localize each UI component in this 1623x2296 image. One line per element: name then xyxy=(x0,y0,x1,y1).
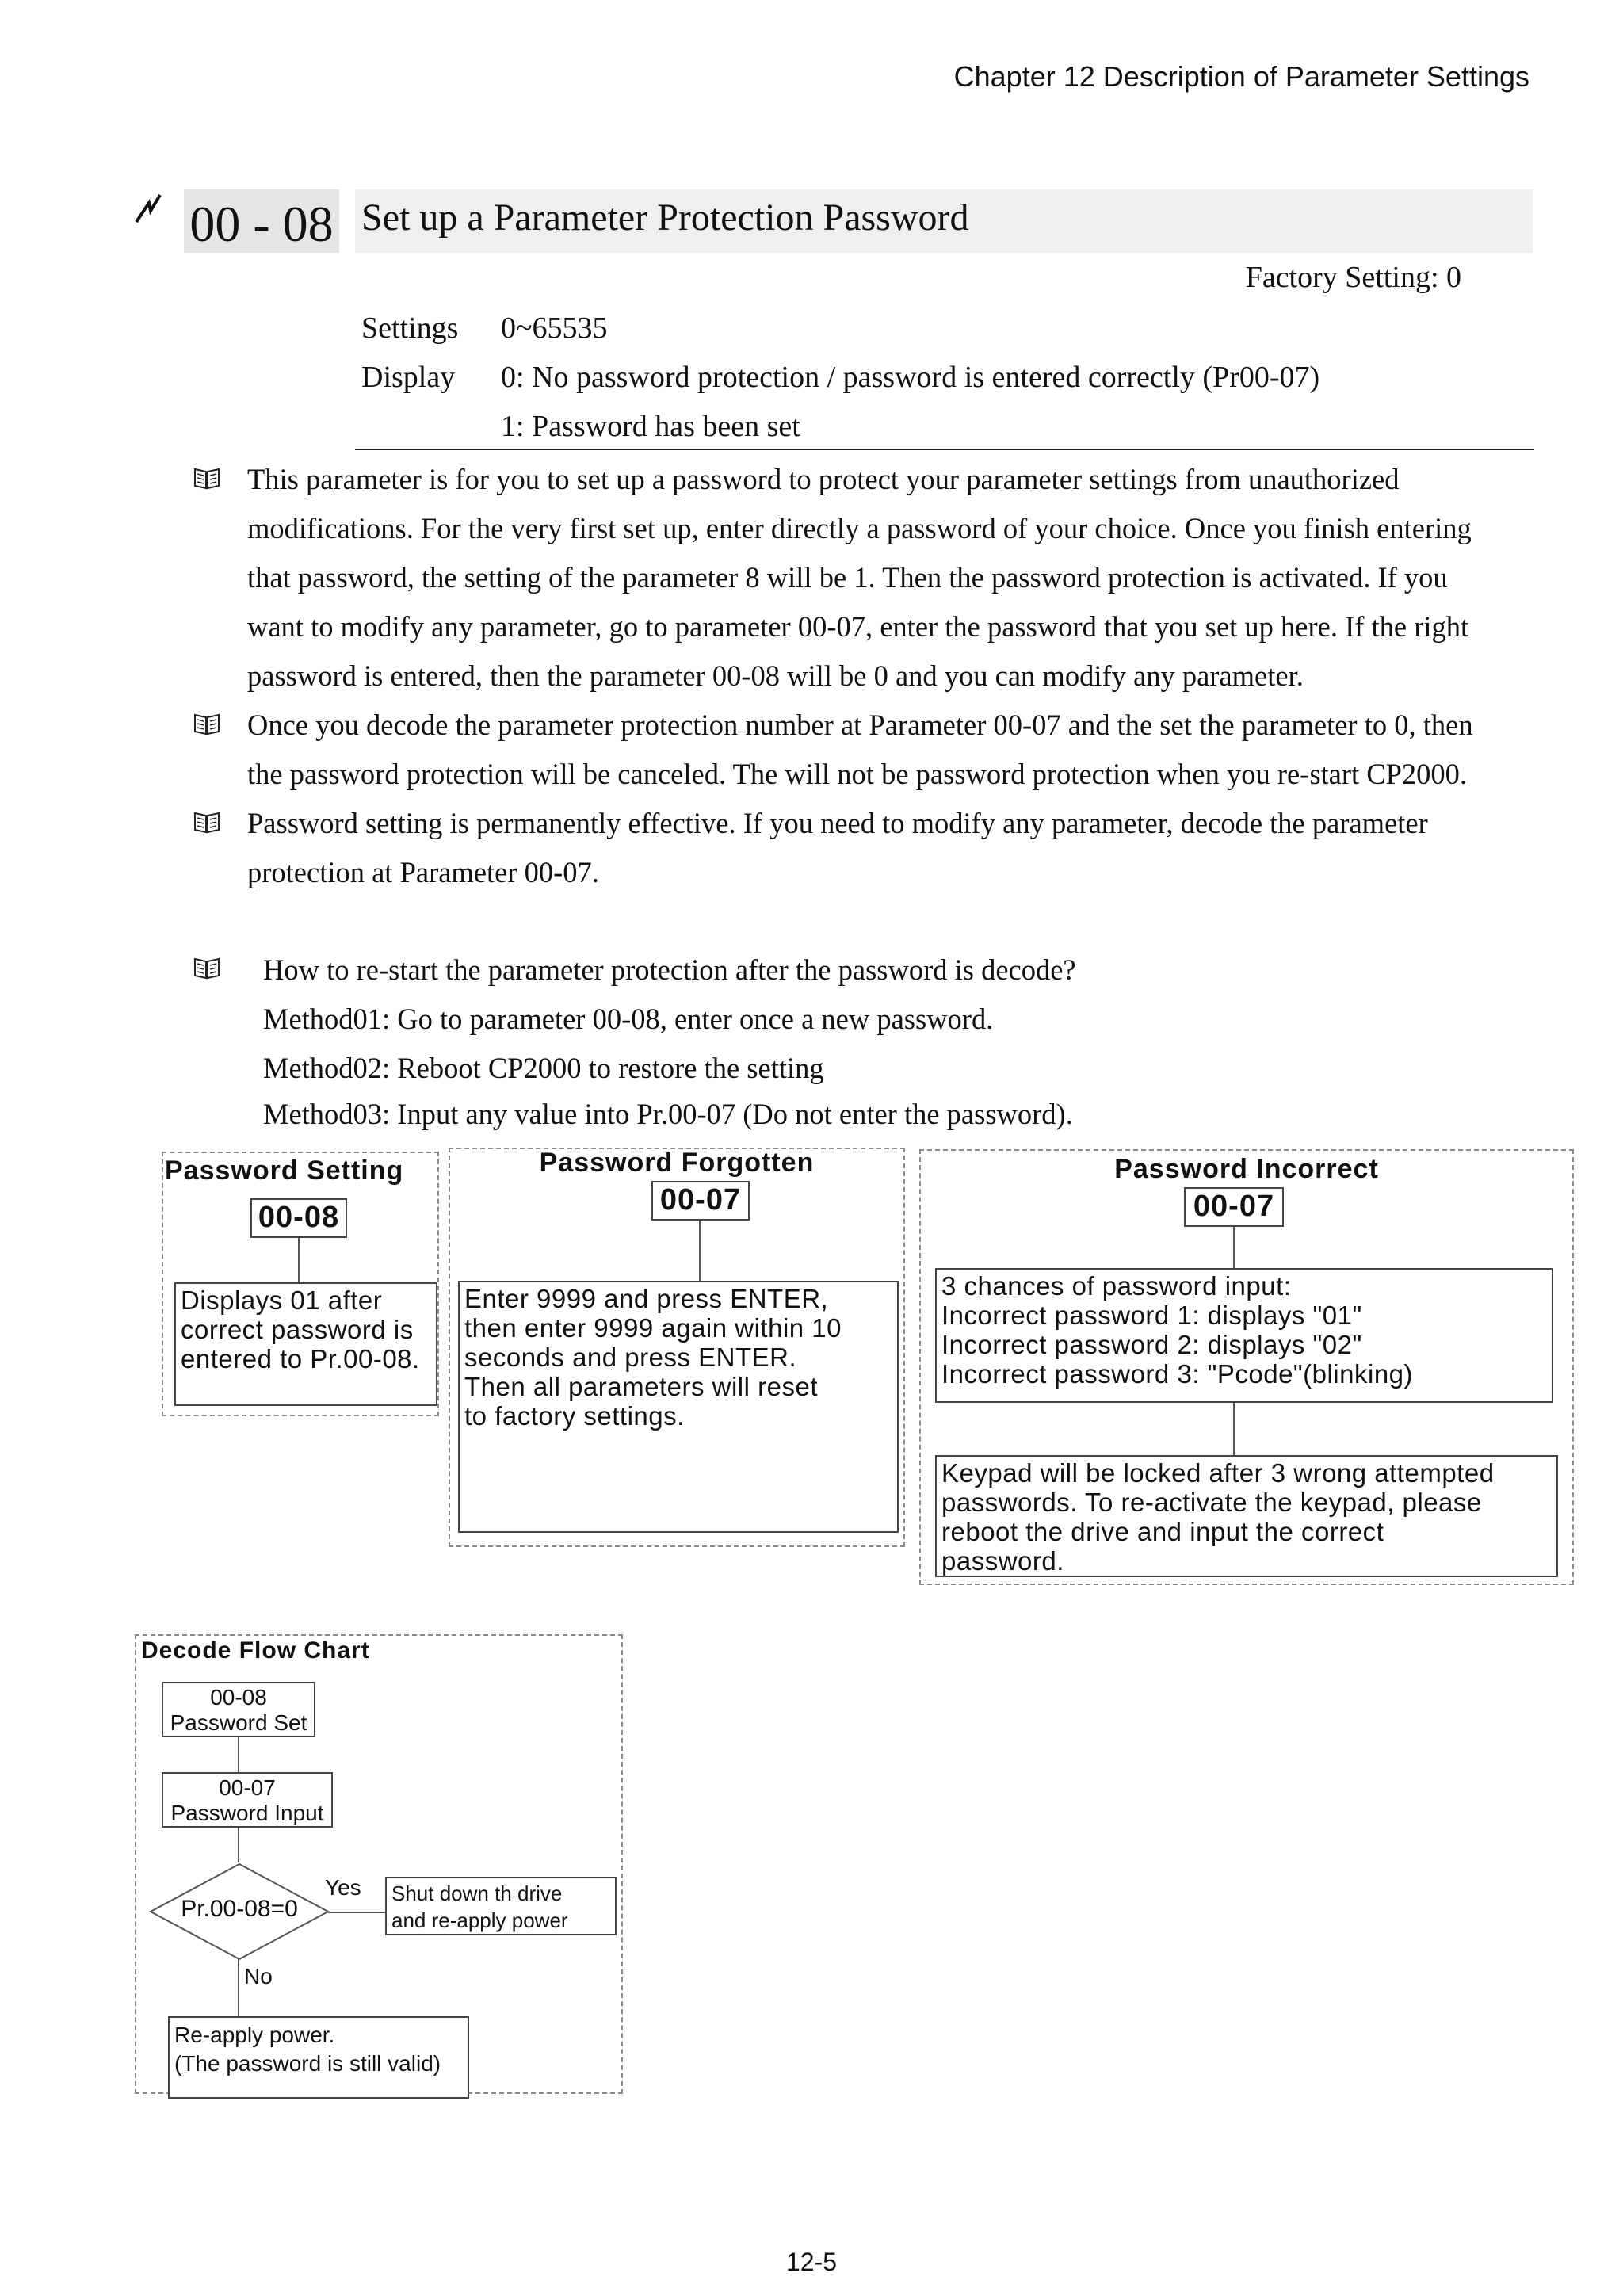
parameter-code: 00 - 08 xyxy=(189,196,334,252)
display-value-0: 0: No password protection / password is entered correctly (Pr00-07) xyxy=(501,361,1320,394)
text-line: reboot the drive and input the correct xyxy=(941,1517,1384,1546)
text-line: Incorrect password 3: "Pcode"(blinking) xyxy=(941,1359,1414,1389)
connector-line xyxy=(1233,1227,1235,1268)
connector-line xyxy=(699,1221,701,1281)
chapter-header: Chapter 12 Description of Parameter Settings xyxy=(953,60,1529,93)
text-line: to factory settings. xyxy=(464,1401,685,1431)
settings-label: Settings xyxy=(361,311,459,345)
password-setting-code: 00-08 xyxy=(250,1198,347,1238)
connector-line xyxy=(238,1737,239,1772)
settings-divider xyxy=(355,449,1534,450)
flowchart-step-password-set xyxy=(162,1682,315,1737)
text-line: Incorrect password 2: displays "02" xyxy=(941,1330,1362,1359)
text-line: Incorrect password 1: displays "01" xyxy=(941,1301,1362,1330)
password-forgotten-title: Password Forgotten xyxy=(539,1148,815,1178)
restart-question: How to re-start the parameter protection after the password is decode? xyxy=(263,953,1076,986)
flowchart-no-action xyxy=(168,2016,469,2099)
text-line: 00-08 xyxy=(210,1685,267,1710)
bullet-line: password is entered, then the parameter 00-08 will be 0 and you can modify any parameter. xyxy=(247,659,1304,692)
bullet-line: that password, the setting of the parameter 8 will be 1. Then the password protection is activated. If you xyxy=(247,561,1448,594)
text-line: Enter 9999 and press ENTER, xyxy=(464,1284,829,1313)
bullet-line: protection at Parameter 00-07. xyxy=(247,856,599,888)
bullet-paragraph-2 xyxy=(247,701,1623,799)
password-setting-title: Password Setting xyxy=(165,1156,404,1186)
bullet-paragraph-3 xyxy=(247,799,1623,897)
display-value-1: 1: Password has been set xyxy=(501,410,800,443)
text-line: Keypad will be locked after 3 wrong attempted xyxy=(941,1458,1495,1488)
connector-line xyxy=(328,1912,385,1913)
book-icon xyxy=(193,466,220,490)
bullet-line: Once you decode the parameter protection number at Parameter 00-07 and the set the parameter to 0, then xyxy=(247,709,1473,741)
connector-line xyxy=(238,1828,239,1862)
text-line: Password Set xyxy=(170,1710,307,1735)
flowchart-yes-action xyxy=(385,1877,617,1935)
text-line: Displays 01 after xyxy=(181,1286,383,1315)
bullet-line: This parameter is for you to set up a password to protect your parameter settings from unauthorized xyxy=(247,463,1400,495)
book-icon xyxy=(193,810,220,834)
flowchart-title: Decode Flow Chart xyxy=(141,1637,370,1664)
bullet-line: modifications. For the very first set up, enter directly a password of your choice. Once you finish entering xyxy=(247,512,1472,544)
text-line: 3 chances of password input: xyxy=(941,1271,1292,1301)
bullet-paragraph-1 xyxy=(247,455,1623,701)
text-line: password. xyxy=(941,1546,1064,1576)
settings-value: 0~65535 xyxy=(501,311,608,345)
password-incorrect-code: 00-07 xyxy=(1184,1187,1284,1227)
password-forgotten-description xyxy=(458,1281,899,1533)
connector-line xyxy=(1233,1403,1235,1455)
factory-setting: Factory Setting: 0 xyxy=(1245,261,1461,294)
password-incorrect-title: Password Incorrect xyxy=(1114,1154,1379,1184)
bullet-line: want to modify any parameter, go to parameter 00-07, enter the password that you set up here. If the right xyxy=(247,610,1469,643)
restart-method-2: Method02: Reboot CP2000 to restore the setting xyxy=(263,1052,824,1084)
text-line: 00-07 xyxy=(219,1775,276,1800)
text-line: then enter 9999 again within 10 xyxy=(464,1313,842,1343)
connector-line xyxy=(298,1238,300,1282)
text-line: entered to Pr.00-08. xyxy=(181,1344,420,1373)
flowchart-decision-label: Pr.00-08=0 xyxy=(181,1896,298,1922)
password-setting-description xyxy=(174,1282,437,1406)
restart-method-1: Method01: Go to parameter 00-08, enter once a new password. xyxy=(263,1003,994,1035)
bullet-line: the password protection will be canceled. The will not be password protection when you re-start CP2000. xyxy=(247,758,1468,790)
text-line: Password Input xyxy=(170,1801,324,1825)
text-line: Re-apply power. xyxy=(174,2023,335,2047)
flowchart-yes-label: Yes xyxy=(325,1875,361,1900)
text-line: Shut down th drive xyxy=(391,1881,563,1905)
page-number: 12-5 xyxy=(785,2248,838,2276)
password-forgotten-code: 00-07 xyxy=(651,1181,750,1221)
text-line: passwords. To re-activate the keypad, please xyxy=(941,1488,1482,1517)
connector-line xyxy=(238,1959,239,2016)
book-icon xyxy=(193,712,220,735)
text-line: and re-apply power xyxy=(391,1908,568,1932)
bullet-line: Password setting is permanently effective. If you need to modify any parameter, decode the parameter xyxy=(247,807,1428,839)
text-line: seconds and press ENTER. xyxy=(464,1343,797,1372)
text-line: Then all parameters will reset xyxy=(464,1372,818,1401)
flowchart-no-label: No xyxy=(244,1964,273,1988)
parameter-title: Set up a Parameter Protection Password xyxy=(361,197,969,239)
text-line: (The password is still valid) xyxy=(174,2051,441,2076)
write-enabled-icon xyxy=(133,193,163,223)
text-line: correct password is xyxy=(181,1315,414,1344)
password-incorrect-chances xyxy=(935,1268,1553,1403)
restart-method-3: Method03: Input any value into Pr.00-07 (Do not enter the password). xyxy=(263,1098,1073,1130)
display-label: Display xyxy=(361,361,456,394)
flowchart-step-password-input xyxy=(162,1772,333,1828)
keypad-locked-description xyxy=(935,1455,1558,1577)
book-icon xyxy=(193,956,220,980)
